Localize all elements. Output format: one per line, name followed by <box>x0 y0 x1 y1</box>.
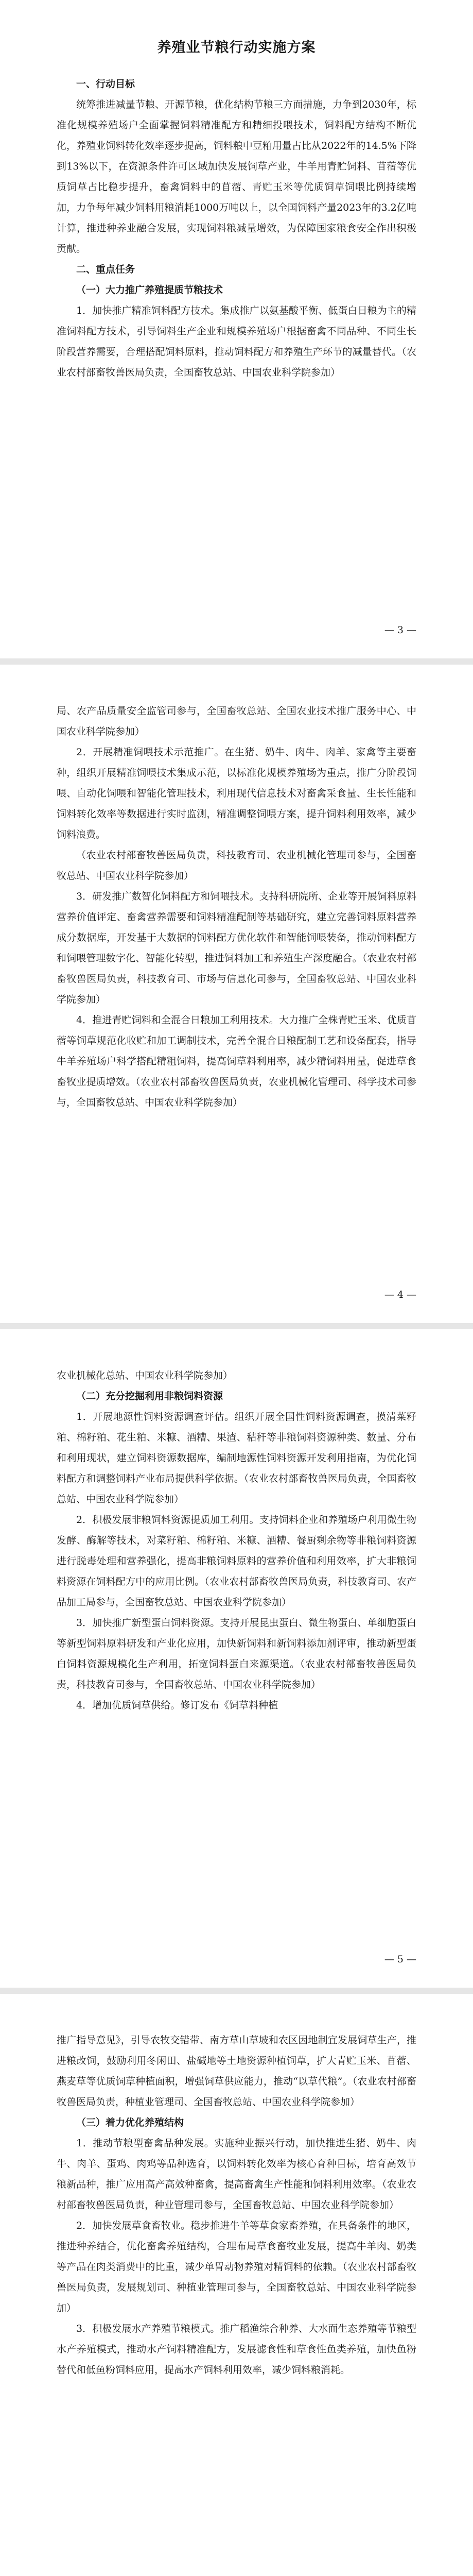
paragraph: 统筹推进减量节粮、开源节粮，优化结构节粮三方面措施，力争到2030年，标准化规模养殖场户全面掌握饲料精准配方和精细投喂技术，饲料配方结构不断优化，养殖业饲料转化效率逐步提高，饲料粮中豆粕用量占比从2022年的14.5%下降到13%以下，在资源条件许可区域加快发展饲草产业，牛羊用青贮饲料、苜蓿等优质饲草占比稳步提升，畜禽饲料中的苜蓿、青贮玉米等优质饲草饲喂比例持续增加，力争每年减少饲料用粮消耗1000万吨以上，以全国饲料产量2023年的3.2亿吨计算，推进种养业融合发展，实现饲料粮减量增效，为保障国家粮食安全作出积极贡献。 <box>57 99 416 255</box>
paragraph: 3．加快推广新型蛋白饲料资源。支持开展昆虫蛋白、微生物蛋白、单细胞蛋白等新型饲料原料研发和产业化应用，加快新饲料和新饲料添加剂评审，推动新型蛋白饲料资源规模化生产利用，拓宽饲料蛋白来源渠道。（农业农村部畜牧兽医局负责，科技教育司参与，全国畜牧总站、中国农业科学院参加） <box>57 1617 416 1690</box>
page-number: — 3 — <box>384 624 416 636</box>
paragraph: 4．增加优质饲草供给。修订发布《饲草料种植 <box>76 1700 278 1711</box>
document-page-3 <box>0 1329 473 1988</box>
paragraph: （农业农村部畜牧兽医局负责，科技教育司、农业机械化管理司参与，全国畜牧总站、中国农业科学院参加） <box>57 850 416 882</box>
subsection-heading: （一）大力推广养殖提质节粮技术 <box>76 284 223 296</box>
paragraph: 2．开展精准饲喂技术示范推广。在生猪、奶牛、肉牛、肉羊、家禽等主要畜种，组织开展精准饲喂技术集成示范，以标准化规模养殖场为重点，推广分阶段饲喂、自动化饲喂和智能化管理技术，利用现代信息技术对畜禽采食量、生长性能和饲料转化效率等数据进行实时监测，精准调整饲喂方案，提升饲料利用效率，减少饲料浪费。 <box>57 747 416 840</box>
document-title: 养殖业节粮行动实施方案 <box>157 40 316 56</box>
section-heading: 一、行动目标 <box>76 78 135 90</box>
paragraph: 1．加快推广精准饲料配方技术。集成推广以氨基酸平衡、低蛋白日粮为主的精准饲料配方技术，引导饲料生产企业和规模养殖场户根据畜禽不同品种、不同生长阶段营养需要，合理搭配饲料原料，推动饲料配方和养殖生产环节的减量替代。（农业农村部畜牧兽医局负责，全国畜牧总站、中国农业科学院参加） <box>57 305 416 378</box>
paragraph: 1．开展地源性饲料资源调查评估。组织开展全国性饲料资源调查，摸清菜籽粕、棉籽粕、花生粕、米糠、酒糟、果渣、秸秆等非粮饲料资源种类、数量、分布和利用现状，建立饲料资源数据库，编制地源性饲料资源开发利用指南，为优化饲料配方和调整饲料产业布局提供科学依据。（农业农村部畜牧兽医局负责，全国畜牧总站、中国农业科学院参加） <box>57 1411 416 1505</box>
subsection-heading: （三）着力优化养殖结构 <box>76 2117 184 2128</box>
document-page-2 <box>0 665 473 1323</box>
paragraph-continued: 农业机械化总站、中国农业科学院参加） <box>57 1370 233 1381</box>
page-number: — 4 — <box>384 1289 416 1300</box>
page-number: — 5 — <box>384 1954 416 1965</box>
document-page-1 <box>0 0 473 658</box>
paragraph-continued: 局、农产品质量安全监管司参与，全国畜牧总站、全国农业技术推广服务中心、中国农业科学院参加） <box>57 705 416 737</box>
section-heading: 二、重点任务 <box>76 264 135 275</box>
paragraph-continued: 推广指导意见》，引导农牧交错带、南方草山草坡和农区因地制宜发展饲草生产，推进粮改饲，鼓励利用冬闲田、盐碱地等土地资源种植饲草，扩大青贮玉米、苜蓿、燕麦草等优质饲草种植面积，增强饲草供应能力，推动“以草代粮”。（农业农村部畜牧兽医局负责，种植业管理司、全国畜牧总站、中国农业科学院参加） <box>57 2035 416 2108</box>
paragraph: 4．推进青贮饲料和全混合日粮加工利用技术。大力推广全株青贮玉米、优质苜蓿等饲草规范化收贮和加工调制技术，完善全混合日粮配制工艺和设备配套，指导牛羊养殖场户科学搭配精粗饲料，提高饲草料利用率，减少精饲料用量，促进草食畜牧业提质增效。（农业农村部畜牧兽医局负责，农业机械化管理司、科学技术司参与，全国畜牧总站、中国农业科学院参加） <box>57 1014 416 1108</box>
paragraph: 2．积极发展非粮饲料资源提质加工利用。支持饲料企业和养殖场户利用微生物发酵、酶解等技术，对菜籽粕、棉籽粕、米糠、酒糟、餐厨剩余物等非粮饲料资源进行脱毒处理和营养强化，提高非粮饲料原料的营养价值和利用效率，扩大非粮饲料资源在饲料配方中的应用比例。（农业农村部畜牧兽医局负责，科技教育司、农产品加工局参与，全国畜牧总站、中国农业科学院参加） <box>57 1514 416 1608</box>
paragraph: 3．积极发展水产养殖节粮模式。推广稻渔综合种养、大水面生态养殖等节粮型水产养殖模式，推动水产饲料精准配方，发展滤食性和草食性鱼类养殖，加快鱼粉替代和低鱼粉饲料应用，提高水产饲料利用效率，减少饲料粮消耗。 <box>57 2323 416 2376</box>
paragraph: 3．研发推广数智化饲料配方和饲喂技术。支持科研院所、企业等开展饲料原料营养价值评定、畜禽营养需要和饲料精准配制等基础研究，建立完善饲料原料营养成分数据库，开发基于大数据的饲料配方优化软件和智能饲喂装备，推动饲料配方和饲喂管理数字化、智能化转型，推进饲料加工和养殖生产深度融合。（农业农村部畜牧兽医局负责，科技教育司、市场与信息化司参与，全国畜牧总站、中国农业科学院参加） <box>57 891 416 1005</box>
subsection-heading: （二）充分挖掘利用非粮饲料资源 <box>76 1391 223 1402</box>
document-page-4 <box>0 1994 473 2576</box>
paragraph: 1．推动节粮型畜禽品种发展。实施种业振兴行动，加快推进生猪、奶牛、肉牛、肉羊、蛋鸡、肉鸡等品种选育，以饲料转化效率为核心育种目标，培育高效节粮新品种，推广应用高产高效种畜禽，提高畜禽生产性能和饲料利用效率。（农业农村部畜牧兽医局负责，种业管理司参与，全国畜牧总站、中国农业科学院参加） <box>57 2138 416 2211</box>
paragraph: 2．加快发展草食畜牧业。稳步推进牛羊等草食家畜养殖，在具备条件的地区，推进种养结合，优化畜禽养殖结构，合理布局草食畜牧业发展，提高牛羊肉、奶类等产品在肉类消费中的比重，减少单胃动物养殖对精饲料的依赖。（农业农村部畜牧兽医局负责，发展规划司、种植业管理司参与，全国畜牧总站、中国农业科学院参加） <box>57 2220 416 2314</box>
